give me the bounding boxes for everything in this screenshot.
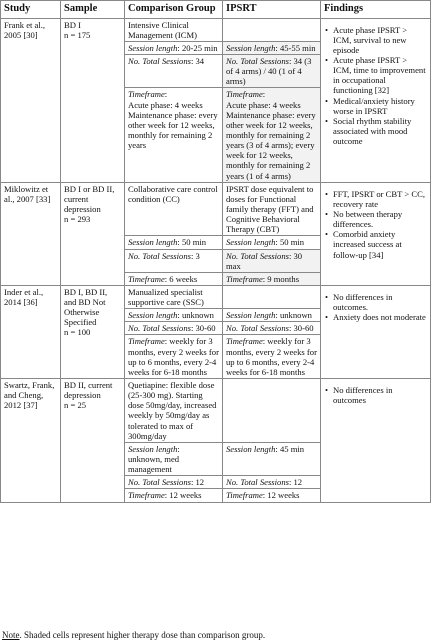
- cell-value: : 12 weeks: [164, 490, 202, 501]
- cell-value: : 9 months: [262, 273, 300, 284]
- table-note: [2, 631, 265, 640]
- cell-value: Collaborative care control condition (CC): [128, 183, 218, 204]
- comparison-cell: [125, 322, 223, 335]
- comparison-cell: [125, 41, 223, 54]
- cell-label: Session length: [226, 237, 276, 248]
- cell-value: : 3: [190, 250, 200, 261]
- cell-label: Timeframe: [128, 336, 165, 347]
- table-row: [1, 379, 431, 443]
- cell-label: Session length: [128, 310, 178, 321]
- comparison-cell: [125, 489, 223, 502]
- ipsrt-cell: [223, 54, 321, 87]
- comparison-cell: [125, 442, 223, 475]
- findings-list: [324, 189, 427, 260]
- cell-value: : 45-55 min: [275, 42, 316, 53]
- comparison-cell: [125, 249, 223, 272]
- comparison-cell: [125, 379, 223, 443]
- comparison-cell: [125, 272, 223, 285]
- cell-value: : 6 weeks: [164, 273, 198, 284]
- table-row: [1, 18, 431, 41]
- finding-item: • FFT, IPSRT or CBT > CC, recovery rate: [324, 189, 427, 209]
- header-sample: Sample: [61, 1, 125, 19]
- cell-label: No. Total Sessions: [226, 477, 289, 488]
- cell-label: Timeframe: [226, 336, 263, 347]
- ipsrt-cell: [223, 309, 321, 322]
- cell-label: No. Total Sessions: [226, 250, 289, 261]
- cell-value: : 12: [190, 477, 205, 488]
- cell-value: : 12: [288, 477, 303, 488]
- cell-label: Timeframe: [128, 490, 165, 501]
- cell-value: : 34: [190, 55, 205, 66]
- sample-cell: BD I n = 175: [61, 18, 125, 182]
- cell-value: : 30 max: [226, 250, 303, 271]
- ipsrt-cell: [223, 272, 321, 285]
- cell-label: Session length: [226, 42, 276, 53]
- finding-item: • Acute phase IPSRT > ICM, time to improvement in occupational functioning [32]: [324, 55, 427, 96]
- cell-value: : 45 min: [275, 443, 305, 454]
- findings-list: [324, 25, 427, 147]
- cell-value: : 30-60: [190, 323, 216, 334]
- ipsrt-cell: [223, 335, 321, 379]
- cell-label: Session length: [128, 42, 178, 53]
- cell-label: Timeframe: [226, 490, 263, 501]
- cell-value: Intensive Clinical Management (ICM): [128, 19, 197, 40]
- cell-value: : 30-60: [288, 323, 314, 334]
- ipsrt-cell: [223, 442, 321, 475]
- finding-item: • No differences in outcomes.: [324, 292, 427, 312]
- cell-value: : 12 weeks: [262, 490, 300, 501]
- ipsrt-cell: [223, 88, 321, 182]
- cell-label: Session length: [128, 237, 178, 248]
- findings-cell: [321, 182, 431, 285]
- ipsrt-cell: [223, 285, 321, 308]
- comparison-cell: [125, 88, 223, 182]
- cell-value: : 20-25 min: [177, 42, 218, 53]
- cell-label: Session length: [226, 310, 276, 321]
- finding-item: • Comorbid anxiety increased success at follow-up [34]: [324, 229, 427, 259]
- table-row: [1, 182, 431, 236]
- header-study: Study: [1, 1, 61, 19]
- comparison-cell: [125, 309, 223, 322]
- findings-cell: [321, 285, 431, 378]
- study-cell: Miklowitz et al., 2007 [33]: [1, 182, 61, 285]
- note-text: . Shaded cells represent higher therapy dose than comparison group.: [19, 630, 266, 640]
- comparison-cell: [125, 18, 223, 41]
- cell-label: No. Total Sessions: [128, 55, 191, 66]
- cell-label: Session length: [128, 443, 178, 454]
- cell-value: : weekly for 3 months, every 2 weeks for up to 6 months, every 2-4 weeks for 6-18 months: [226, 336, 317, 377]
- table-row: [1, 285, 431, 308]
- cell-label: Timeframe: [226, 273, 263, 284]
- cell-value: : Acute phase: 4 weeks Maintenance phase: every other week for 12 weeks, monthly for remaining 2 years (3 of 4 arms); every week for 12 weeks, monthly for remaining 2 years (1 of 4 arms): [226, 89, 316, 181]
- finding-item: • Social rhythm stability associated with mood outcome: [324, 116, 427, 146]
- study-cell: Frank et al., 2005 [30]: [1, 18, 61, 182]
- sample-cell: BD I or BD II, current depression n = 293: [61, 182, 125, 285]
- ipsrt-cell: [223, 18, 321, 41]
- header-row: [1, 1, 431, 19]
- cell-label: Session length: [226, 443, 276, 454]
- comparison-cell: [125, 182, 223, 236]
- header-findings: Findings: [321, 1, 431, 19]
- cell-value: : unknown, med management: [128, 443, 180, 475]
- comparison-cell: [125, 54, 223, 87]
- note-label: Note: [2, 630, 20, 640]
- cell-label: No. Total Sessions: [128, 477, 191, 488]
- finding-item: • Medical/anxiety history worse in IPSRT: [324, 96, 427, 116]
- cell-value: Quetiapine: flexible dose (25-300 mg). Starting dose 50mg/day, increased weekly by 50mg/day as tolerated to max of 300mg/day: [128, 380, 217, 441]
- findings-list: [324, 385, 427, 405]
- sample-cell: BD II, current depression n = 25: [61, 379, 125, 503]
- cell-label: No. Total Sessions: [226, 323, 289, 334]
- cell-value: : 34 (3 of 4 arms) / 40 (1 of 4 arms): [226, 55, 312, 87]
- ipsrt-cell: [223, 249, 321, 272]
- header-comparison-group: Comparison Group: [125, 1, 223, 19]
- cell-value: IPSRT dose equivalent to doses for Functional family therapy (FFT) and Cognitive Behavioral Therapy (CBT): [226, 183, 314, 235]
- sample-cell: BD I, BD II, and BD Not Otherwise Specified n = 100: [61, 285, 125, 378]
- findings-cell: [321, 379, 431, 503]
- cell-label: Timeframe: [128, 273, 165, 284]
- study-cell: Inder et al., 2014 [36]: [1, 285, 61, 378]
- finding-item: • No between therapy differences.: [324, 209, 427, 229]
- ipsrt-cell: [223, 322, 321, 335]
- cell-label: No. Total Sessions: [226, 55, 289, 66]
- comparison-cell: [125, 335, 223, 379]
- cell-value: : unknown: [275, 310, 312, 321]
- comparison-cell: [125, 285, 223, 308]
- findings-list: [324, 292, 427, 322]
- cell-value: : 50 min: [177, 237, 207, 248]
- cell-value: : Acute phase: 4 weeks Maintenance phase: every other week for 12 weeks, monthly for remaining 2 years: [128, 89, 218, 151]
- cell-value: Manualized specialist supportive care (SSC): [128, 286, 204, 308]
- ipsrt-cell: [223, 379, 321, 443]
- cell-label: No. Total Sessions: [128, 250, 191, 261]
- finding-item: • Acute phase IPSRT > ICM, survival to new episode: [324, 25, 427, 55]
- ipsrt-cell: [223, 236, 321, 249]
- study-cell: Swartz, Frank, and Cheng, 2012 [37]: [1, 379, 61, 503]
- cell-value: : 50 min: [275, 237, 305, 248]
- finding-item: • No differences in outcomes: [324, 385, 427, 405]
- header-ipsrt: IPSRT: [223, 1, 321, 19]
- cell-value: : weekly for 3 months, every 2 weeks for up to 6 months, every 2-4 weeks for 6-18 months: [128, 336, 219, 377]
- comparison-cell: [125, 236, 223, 249]
- findings-cell: [321, 18, 431, 182]
- ipsrt-cell: [223, 489, 321, 502]
- cell-label: No. Total Sessions: [128, 323, 191, 334]
- cell-label: Timeframe: [128, 89, 165, 100]
- cell-value: : unknown: [177, 310, 214, 321]
- ipsrt-cell: [223, 476, 321, 489]
- ipsrt-cell: [223, 182, 321, 236]
- finding-item: • Anxiety does not moderate: [324, 312, 427, 322]
- cell-label: Timeframe: [226, 89, 263, 100]
- ipsrt-cell: [223, 41, 321, 54]
- comparison-cell: [125, 476, 223, 489]
